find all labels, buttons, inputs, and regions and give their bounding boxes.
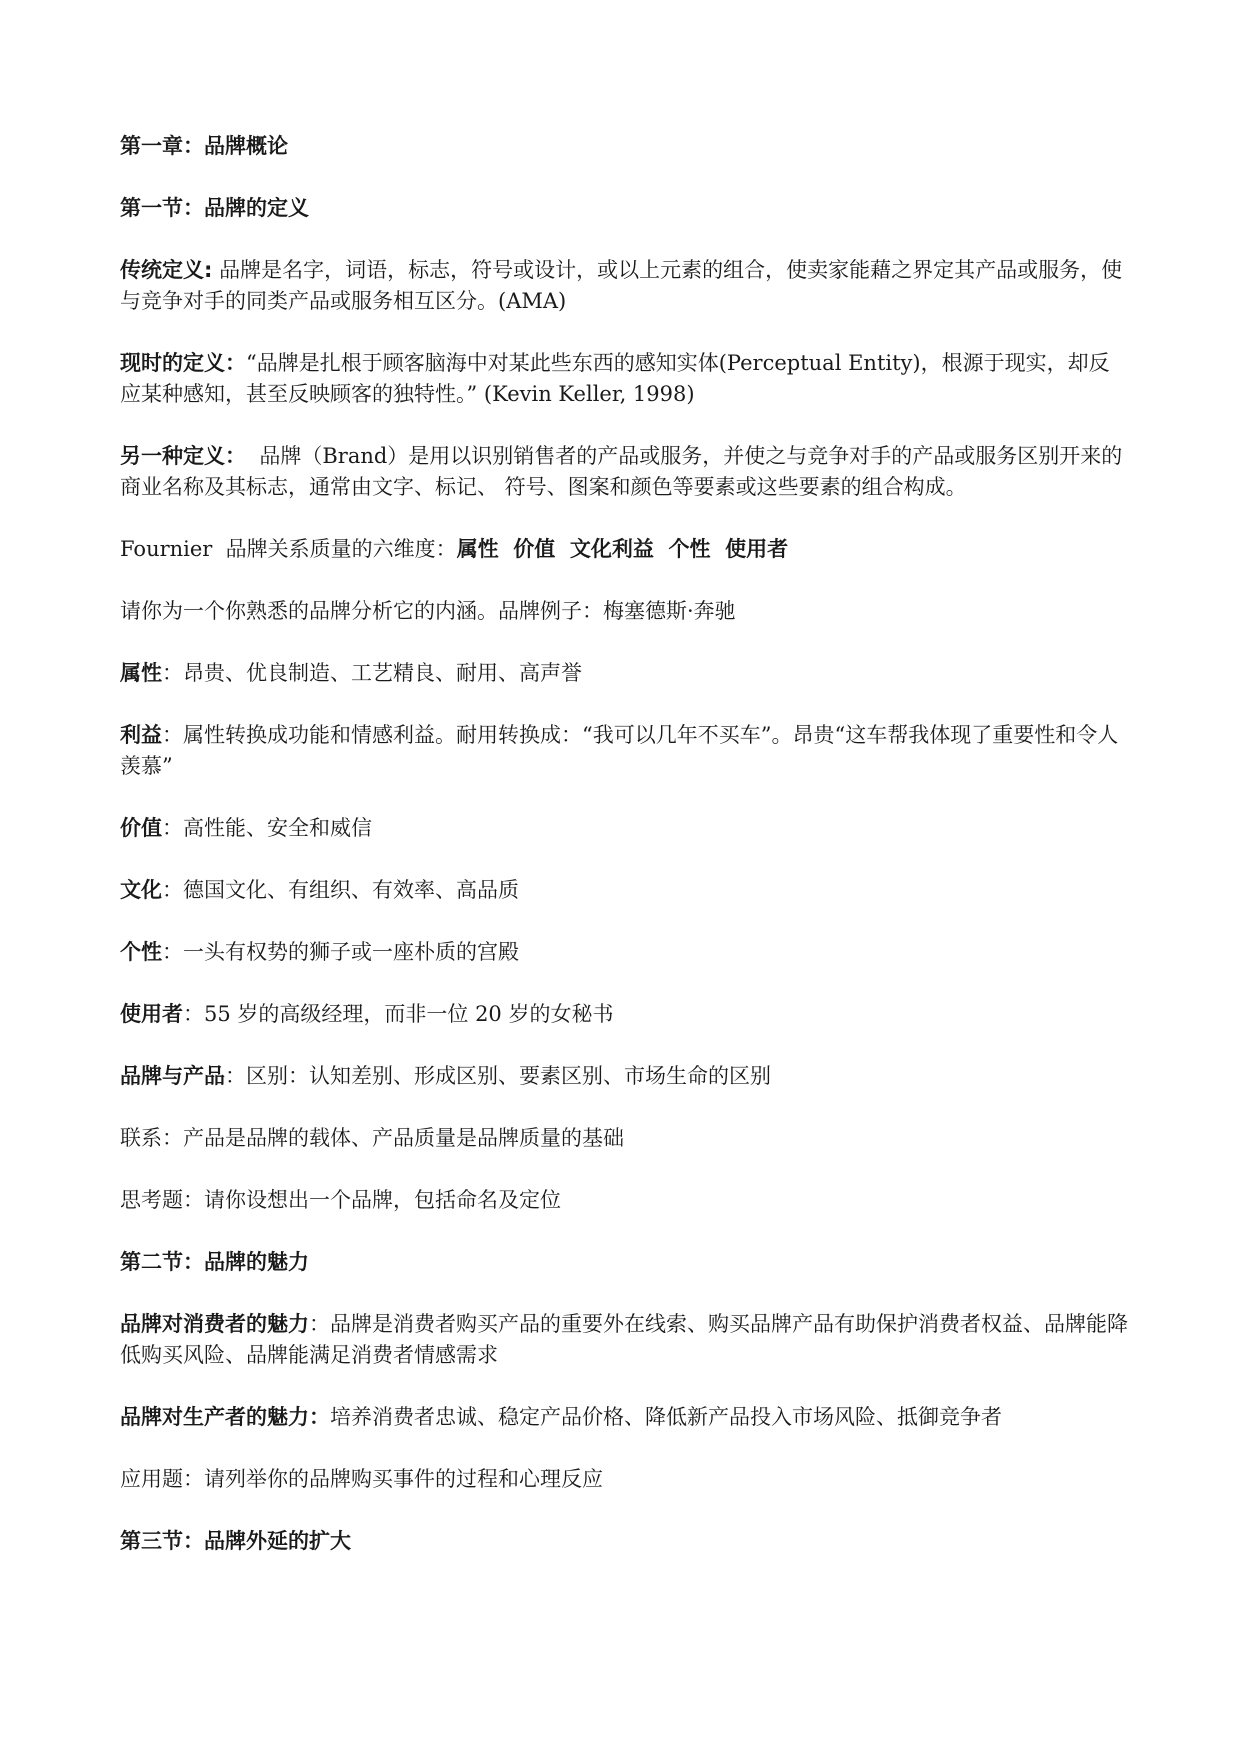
section-title-definition: 第一节：品牌的定义 — [120, 196, 309, 220]
culture-label: 文化 — [120, 878, 162, 902]
chapter-title: 第一章：品牌概论 — [120, 134, 288, 158]
brand-product-label: 品牌与产品 — [120, 1064, 225, 1088]
consumer-appeal-label: 品牌对消费者的魅力 — [120, 1312, 309, 1336]
another-definition-paragraph — [120, 441, 1130, 503]
producer-appeal-label: 品牌对生产者的魅力： — [120, 1405, 330, 1429]
section-title-appeal: 第二节：品牌的魅力 — [120, 1250, 309, 1274]
traditional-definition-paragraph — [120, 255, 1130, 317]
user-label: 使用者 — [120, 1002, 183, 1026]
fournier-dimensions: 属性 价值 文化利益 个性 使用者 — [456, 537, 789, 561]
traditional-definition-label: 传统定义: — [120, 258, 213, 282]
current-definition-paragraph — [120, 348, 1130, 410]
culture-text: ：德国文化、有组织、有效率、高品质 — [162, 878, 519, 902]
user-text: ：55 岁的高级经理，而非一位 20 岁的女秘书 — [183, 1002, 614, 1026]
another-definition-text: 品牌（Brand）是用以识别销售者的产品或服务，并使之与竞争对手的产品或服务区别开来的商业名称及其标志，通常由文字、标记、 符号、图案和颜色等要素或这些要素的组合构成。 — [120, 444, 1123, 499]
producer-appeal-paragraph — [120, 1402, 1130, 1433]
section-title-extension: 第三节：品牌外延的扩大 — [120, 1529, 351, 1553]
value-text: ：高性能、安全和威信 — [162, 816, 372, 840]
benefits-label: 利益 — [120, 723, 162, 747]
value-label: 价值 — [120, 816, 162, 840]
current-definition-text: “品牌是扎根于顾客脑海中对某此些东西的感知实体(Perceptual Entity)，根源于现实，却反应某种感知，甚至反映顾客的独特性。” (Kevin Keller, 1998) — [120, 351, 1110, 406]
benefits-paragraph — [120, 720, 1130, 782]
fournier-paragraph — [120, 534, 1130, 565]
producer-appeal-text: 培养消费者忠诚、稳定产品价格、降低新产品投入市场风险、抵御竞争者 — [330, 1405, 1002, 1429]
current-definition-label: 现时的定义： — [120, 351, 246, 375]
attributes-paragraph — [120, 658, 1130, 689]
exercise-paragraph: 请你为一个你熟悉的品牌分析它的内涵。品牌例子：梅塞德斯·奔驰 — [120, 599, 736, 623]
personality-text: ：一头有权势的狮子或一座朴质的宫殿 — [162, 940, 519, 964]
attributes-label: 属性 — [120, 661, 162, 685]
traditional-definition-text: 品牌是名字，词语，标志，符号或设计，或以上元素的组合，使卖家能藉之界定其产品或服务，使与竞争对手的同类产品或服务相互区分。(AMA) — [120, 258, 1123, 313]
attributes-text: ：昂贵、优良制造、工艺精良、耐用、高声誉 — [162, 661, 582, 685]
consumer-appeal-paragraph — [120, 1309, 1130, 1371]
application-question: 应用题：请列举你的品牌购买事件的过程和心理反应 — [120, 1467, 603, 1491]
relation-paragraph: 联系：产品是品牌的载体、产品质量是品牌质量的基础 — [120, 1126, 624, 1150]
personality-label: 个性 — [120, 940, 162, 964]
user-paragraph — [120, 999, 1130, 1030]
brand-product-paragraph — [120, 1061, 1130, 1092]
another-definition-label: 另一种定义： — [120, 444, 246, 468]
consumer-appeal-text: ：品牌是消费者购买产品的重要外在线索、购买品牌产品有助保护消费者权益、品牌能降低购买风险、品牌能满足消费者情感需求 — [120, 1312, 1128, 1367]
personality-paragraph — [120, 937, 1130, 968]
brand-product-text: ：区别：认知差别、形成区别、要素区别、市场生命的区别 — [225, 1064, 771, 1088]
benefits-text: ：属性转换成功能和情感利益。耐用转换成：“我可以几年不买车”。昂贵“这车帮我体现了重要性和令人羡慕” — [120, 723, 1119, 778]
thinking-question: 思考题：请你设想出一个品牌，包括命名及定位 — [120, 1188, 561, 1212]
culture-paragraph — [120, 875, 1130, 906]
value-paragraph — [120, 813, 1130, 844]
fournier-prefix: Fournier 品牌关系质量的六维度： — [120, 537, 457, 561]
